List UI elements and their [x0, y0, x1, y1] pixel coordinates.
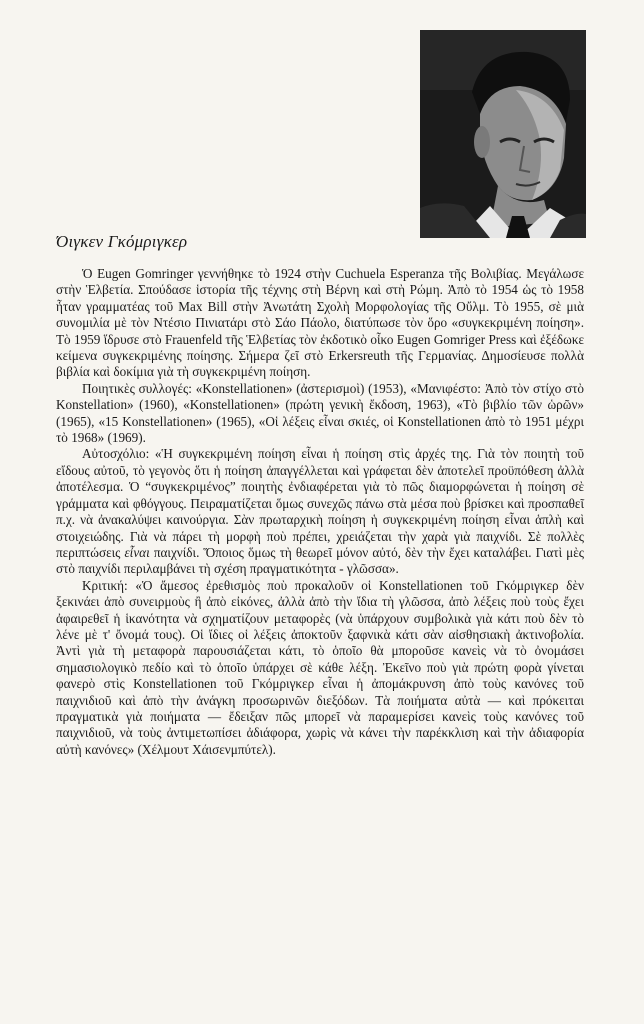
- self-commentary-text-b: παιχνίδι. Ὅποιος ὅμως τὴ θεωρεῖ μόνον αὐτό, δὲν τὴν ἔχει καταλάβει. Γιατὶ μὲς στὸ παιχνίδι περιλαμβάνει τὴ σχέση πραγματικότητα - γλῶσσα».: [56, 544, 585, 577]
- self-commentary-label: Αὐτοσχόλιο:: [82, 446, 150, 462]
- article-body: [56, 266, 584, 758]
- author-portrait: [420, 30, 586, 238]
- self-commentary-paragraph: [56, 446, 584, 577]
- self-commentary-text-a: «Ἡ συγκεκριμένη ποίηση εἶναι ἡ ποίηση στὶς ἀρχές της. Γιὰ τὸν ποιητὴ τοῦ εἴδους αὐτοῦ, τὸ γεγονὸς ὅτι ἡ ποίηση ἀπαγγέλλεται καὶ γράφεται δὲν ἀποτελεῖ προϋπόθεση ἀλλὰ ἀποτέλεσμα. Ὁ “συγκεκριμένος” ποιητὴς ἐνδιαφέρεται γιὰ τὸ πῶς διαμορφώνεται ἡ ποίηση σὲ γράμματα καὶ φθόγγους. Πειραματίζεται ὅμως συνεχῶς πάνω στὰ μέσα ποὺ βρίσκει καὶ προσπαθεῖ π.χ. νὰ ἀνακαλύψει καινούργια. Σὰν πρωταρχικὴ ποίηση ἡ συγκεκριμένη ποίηση εἶναι ἁπλὴ καὶ στοιχειώδης. Γιὰ νὰ πάρει τὴ μορφὴ ποὺ πρέπει, χρειάζεται τὴν χαρὰ γιὰ παιχνίδι. Σὲ πολλὲς περιπτώσεις: [56, 446, 584, 560]
- collections-label: Ποιητικὲς συλλογές:: [82, 380, 192, 396]
- author-name: Όιγκεν Γκόμριγκερ: [56, 232, 188, 251]
- criticism-label: Κριτική:: [82, 577, 128, 593]
- portrait-image: [420, 30, 586, 238]
- collections-text: «Konstellationen» (ἀστερισμοὶ) (1953), «Μανιφέστο: Ἀπὸ τὸν στίχο στὸ Konstellation» (1960), «Konstellationen» (πρώτη γενικὴ ἔκδοση, 1963), «Τὸ βιβλίο τῶν ὡρῶν» (1965), «15 Konstellationen» (1965), «Οἱ λέξεις εἶναι σκιές, οἱ Konstellationen ἀπὸ τὸ 1951 μέχρι τὸ 1968» (1969).: [56, 380, 584, 446]
- criticism-text: «Ὁ ἄμεσος ἐρεθισμὸς ποὺ προκαλοῦν οἱ Konstellationen τοῦ Γκόμριγκερ δὲν ξεκινάει ἀπὸ συνειρμοὺς ἢ ἀπὸ εἰκόνες, ἀλλὰ ἀπὸ τὴν ἴδια τὴ γλῶσσα, ἀπὸ λέξεις ποὺ τοὺς ἔχει ἀφαιρεθεῖ ἡ ἱκανότητα νὰ σχηματίζουν μεταφορὲς (νὰ ὑπάρχουν συμβολικὰ γιὰ κάτι ποὺ δὲν τὸ λένε μὲ τ' ὄνομά τους). Οἱ ἴδιες οἱ λέξεις ἀποκτοῦν ξαφνικὰ κάτι σὰν αἰσθησιακὴ ἀκτινοβολία. Ἀντὶ γιὰ τὴ μεταφορὰ παρουσιάζεται κάτι, τὸ ὁποῖο θὰ μποροῦσε κανεὶς νὰ τὸ ὀνομάσει σημασιολογικὸ πεδίο καὶ τὸ ὁποῖο ὑπάρχει σὲ κάθε λέξη. Ἐκεῖνο ποὺ γιὰ πρώτη φορὰ γίνεται φανερὸ στὶς Konstellationen τοῦ Γκόμριγκερ εἶναι ἡ ἀπομάκρυνση ἀπὸ τοὺς κανόνες τοῦ παιχνιδιοῦ καὶ ἀπὸ τὴν ἀνάγκη προσωρινῶν διεξόδων. Τὰ ποιήματα αὐτὰ — καὶ πρόκειται πραγματικὰ γιὰ ποιήματα — ἔδειξαν πῶς μπορεῖ νὰ παραμερίσει κανεὶς τοὺς κανόνες τοῦ παιχνιδιοῦ, νὰ τοὺς ἀντιμετωπίσει ἀδιάφορα, χωρὶς νὰ κάνει τὴν παρέκκλιση καὶ τὴν ἀδιαφορία αὐτὴ κανόνες» (Χέλμουτ Χάισενμπύτελ).: [56, 577, 585, 757]
- self-commentary-emphasis: εἶναι: [124, 544, 150, 560]
- bio-paragraph: Ὁ Eugen Gomringer γεννήθηκε τὸ 1924 στὴν Cuchuela Esperanza τῆς Βολιβίας. Μεγάλωσε στὴν Ἑλβετία. Σπούδασε ἱστορία τῆς τέχνης στὴ Βέρνη καὶ στὴ Ρώμη. Ἀπὸ τὸ 1954 ὡς τὸ 1958 ἦταν γραμματέας τοῦ Max Bill στὴν Ἀνωτάτη Σχολὴ Μορφολογίας τῆς Οὔλμ. Τὸ 1955, σὲ μιὰ συνομιλία μὲ τὸν Ντέσιο Πινιατάρι στὸ Σάο Πάολο, διατύπωσε τὸν ὅρο «συγκεκριμένη ποίηση». Τὸ 1959 ἵδρυσε στὸ Frauenfeld τῆς Ἑλβετίας τὸν ἐκδοτικὸ οἶκο Eugen Gomriger Press καὶ ἐξέδωκε κείμενα συγκεκριμένης ποίησης. Σήμερα ζεῖ στὸ Erkersreuth τῆς Γερμανίας. Δημοσίευσε πολλὰ βιβλία καὶ δοκίμια γιὰ τὴ συγκεκριμένη ποίηση.: [56, 266, 584, 380]
- collections-paragraph: [56, 381, 584, 447]
- criticism-paragraph: [56, 578, 584, 758]
